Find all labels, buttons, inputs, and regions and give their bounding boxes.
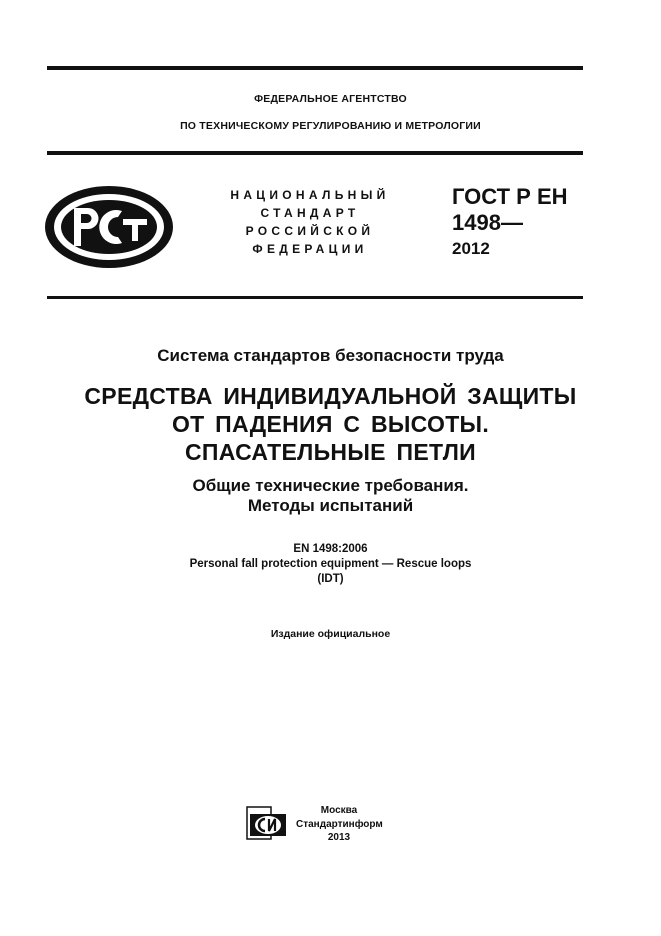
national-standard-label	[205, 186, 415, 258]
subtitle	[0, 476, 661, 516]
national-line: РОССИЙСКОЙ	[245, 224, 375, 238]
rst-gost-mark-icon	[43, 184, 175, 270]
subtitle-line: Общие технические требования.	[192, 476, 469, 495]
block-rule	[47, 296, 583, 299]
main-title	[0, 382, 661, 466]
reference-degree: (IDT)	[317, 573, 344, 585]
publisher-block	[296, 804, 382, 845]
main-title-line: СПАСАТЕЛЬНЫЕ ПЕТЛИ	[184, 439, 476, 465]
publisher-city: Москва	[320, 805, 358, 816]
designation-year: 2012	[452, 239, 490, 258]
national-line: НАЦИОНАЛЬНЫЙ	[230, 188, 390, 202]
standartinform-logo-icon	[246, 806, 288, 840]
publisher-name: Стандартинформ	[296, 818, 383, 830]
standard-designation	[452, 184, 568, 262]
agency-line-1: ФЕДЕРАЛЬНОЕ АГЕНТСТВО	[254, 93, 407, 105]
edition-label: Издание официальное	[270, 628, 391, 640]
national-line: ФЕДЕРАЦИИ	[252, 242, 368, 256]
designation-line-2: 1498—	[452, 210, 523, 235]
main-title-line: СРЕДСТВА ИНДИВИДУАЛЬНОЙ ЗАЩИТЫ	[84, 383, 577, 409]
reference-code: EN 1498:2006	[293, 543, 368, 555]
reference-english-title: Personal fall protection equipment — Rescue loops	[189, 558, 472, 570]
top-rule	[47, 66, 583, 70]
designation-line-1: ГОСТ Р ЕН	[452, 184, 568, 209]
header-rule	[47, 151, 583, 155]
main-title-line: ОТ ПАДЕНИЯ С ВЫСОТЫ.	[171, 411, 490, 437]
national-line: СТАНДАРТ	[260, 206, 360, 220]
series-title: Система стандартов безопасности труда	[157, 346, 504, 365]
reference-block	[0, 542, 661, 587]
agency-line-2: ПО ТЕХНИЧЕСКОМУ РЕГУЛИРОВАНИЮ И МЕТРОЛОГИИ	[180, 120, 481, 132]
publisher-year: 2013	[327, 832, 351, 843]
subtitle-line: Методы испытаний	[247, 496, 414, 515]
